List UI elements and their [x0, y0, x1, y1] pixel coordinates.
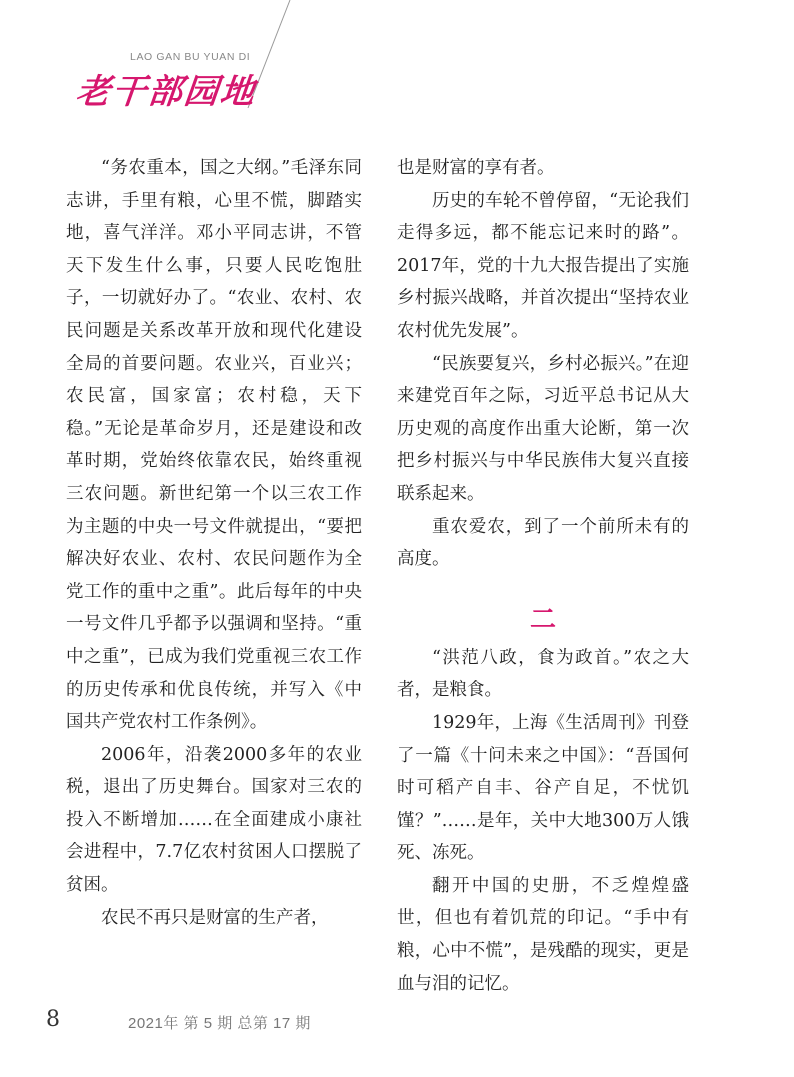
paragraph: 重农爱农，到了一个前所未有的高度。 — [397, 516, 689, 570]
paragraph: “民族要复兴，乡村必振兴。”在迎来建党百年之际，习近平总书记从大历史观的高度作出重大论断，第一次把乡村振兴与中华民族伟大复兴直接联系起来。 — [397, 353, 689, 504]
paragraph: “务农重本，国之大纲。”毛泽东同志讲，手里有粮，心里不慌，脚踏实地，喜气洋洋。邓小平同志讲，不管天下发生什么事，只要人民吃饱肚子，一切就好办了。“农业、农村、农民问题是关系改革开放和现代化建设全局的首要问题。农业兴，百业兴；农民富，国家富；农村稳，天下稳。”无论是革命岁月，还是建设和改革时期，党始终依靠农民，始终重视三农问题。新世纪第一个以三农工作为主题的中央一号文件就提出，“要把解决好农业、农村、农民问题作为全党工作的重中之重”。此后每年的中央一号文件几乎都予以强调和坚持。“重中之重”，已成为我们党重视三农工作的历史传承和优良传统，并写入《中国共产党农村工作条例》。 — [66, 158, 362, 733]
paragraph: “洪范八政，食为政首。”农之大者，是粮食。 — [397, 647, 689, 701]
paragraph-continuation: 也是财富的享有者。 — [397, 158, 555, 178]
issue-info: 2021年 第 5 期 总第 17 期 — [128, 1015, 311, 1032]
paragraph: 历史的车轮不曾停留，“无论我们走得多远，都不能忘记来时的路”。2017年，党的十九大报告提出了实施乡村振兴战略，并首次提出“坚持农业农村优先发展”。 — [397, 190, 689, 341]
paragraph: 2006年，沿袭2000多年的农业税，退出了历史舞台。国家对三农的投入不断增加……在全面建成小康社会进程中，7.7亿农村贫困人口摆脱了贫困。 — [66, 744, 362, 896]
right-column — [397, 152, 689, 1000]
column-logo: 老干部园地 — [73, 72, 259, 112]
paragraph: 1929年，上海《生活周刊》刊登了一篇《十问未来之中国》：“吾国何时可稻产自丰、谷产自足，不忧饥馑？”……是年，关中大地300万人饿死、冻死。 — [397, 712, 689, 864]
page-number: 8 — [46, 1007, 60, 1032]
paragraph: 翻开中国的史册，不乏煌煌盛世，但也有着饥荒的印记。“手中有粮，心中不慌”，是残酷的现实，更是血与泪的记忆。 — [397, 875, 689, 994]
column-subtitle: LAO GAN BU YUAN DI — [130, 51, 251, 63]
paragraph: 农民不再只是财富的生产者， — [101, 907, 329, 928]
left-column — [66, 152, 362, 934]
section-number: 二 — [529, 604, 556, 635]
